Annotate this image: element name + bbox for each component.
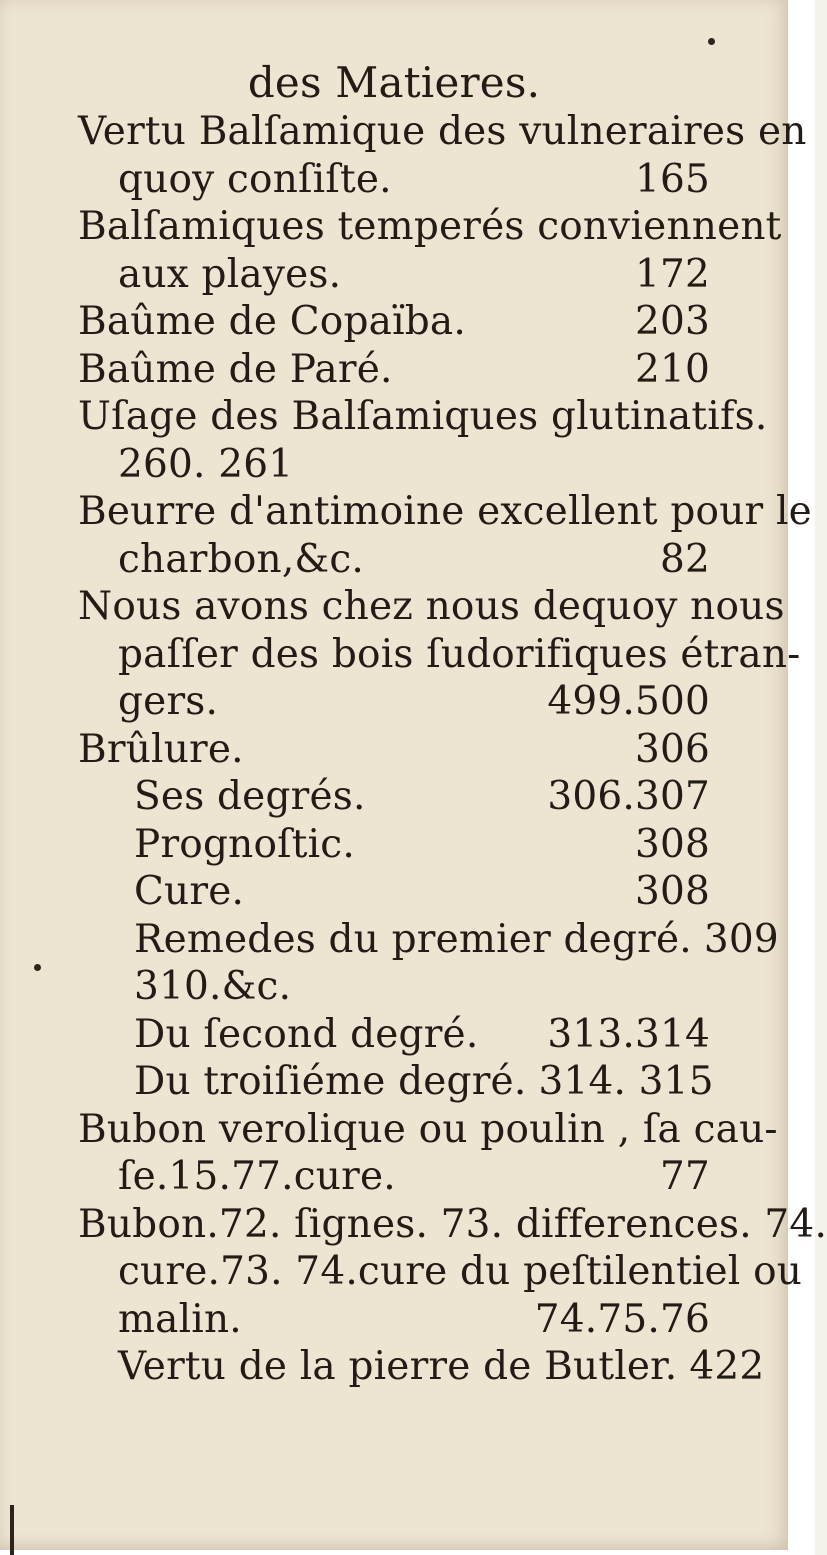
index-entry-line [78, 346, 710, 394]
entry-text: aux playes. [118, 251, 342, 297]
entry-text: Baûme de Copaïba. [78, 299, 466, 344]
index-entry-line [78, 916, 779, 964]
page-reference: 306 [634, 726, 710, 772]
entry-text: Ses degrés. [134, 774, 366, 819]
index-entries [78, 108, 827, 1391]
index-entry-line [78, 156, 710, 204]
entry-text: Cure. [134, 869, 245, 914]
page-reference: 306.307 [547, 774, 710, 819]
pencil-mark [10, 1505, 14, 1555]
page-reference: 314. 315 [538, 1059, 714, 1104]
page-reference: 172 [634, 251, 710, 297]
page-reference: 308 [634, 869, 710, 914]
page-reference: 308 [634, 821, 710, 867]
index-entry-line [78, 583, 785, 631]
entry-text: Remedes du premier degré. [134, 916, 692, 962]
index-entry-line [78, 1201, 827, 1249]
entry-text: Balſamiques temperés conviennent [78, 204, 782, 249]
index-entry-line [78, 488, 812, 536]
entry-text: paſſer des bois ſudorifiques étran- [118, 631, 801, 677]
entry-text: Bubon verolique ou poulin , ſa cau- [78, 1106, 778, 1152]
index-entry-line [78, 393, 768, 441]
entry-text: Beurre d'antimoine excellent pour le [78, 489, 812, 534]
page-reference: 499.500 [547, 679, 710, 724]
index-entry-line [78, 1058, 714, 1106]
index-entry-line [78, 631, 801, 679]
page-reference: 210 [634, 346, 710, 392]
index-entry-line [78, 1248, 803, 1296]
index-entry-line [78, 251, 710, 299]
page-reference: 74.75.76 [534, 1296, 710, 1342]
index-entry-line [78, 203, 782, 251]
page-reference: 422 [689, 1344, 765, 1389]
entry-text: malin. [118, 1296, 242, 1342]
index-entry-line [78, 963, 710, 1011]
entry-text: cure.73. 74.cure du peſtilentiel ou [118, 1249, 803, 1294]
index-entry-line [78, 1296, 710, 1344]
entry-text: ſe.15.77.cure. [118, 1154, 396, 1199]
page-reference: 165 [634, 156, 710, 202]
index-entry-line [78, 821, 710, 869]
index-entry-line [78, 108, 807, 156]
entry-text: Nous avons chez nous dequoy nous [78, 584, 785, 629]
index-entry-line [78, 1011, 710, 1059]
entry-text: Du troiſiéme degré. [134, 1059, 527, 1104]
entry-text: Uſage des Balſamiques glutinatifs. [78, 394, 768, 439]
page-reference: 309 [703, 916, 779, 962]
entry-text: Brûlure. [78, 726, 244, 772]
entry-text: Baûme de Paré. [78, 346, 393, 392]
entry-text: quoy conſiſte. [118, 156, 392, 202]
entry-text: 310.&c. [134, 964, 292, 1009]
page-reference: 313.314 [547, 1011, 710, 1057]
entry-text: Bubon.72. ſignes. 73. differences. 74. [78, 1201, 827, 1247]
index-entry-line [78, 868, 710, 916]
index-entry-line [78, 1106, 778, 1154]
running-header: des Matieres. [247, 58, 541, 107]
page-reference: 203 [634, 299, 710, 344]
ink-speck [34, 964, 41, 971]
entry-text: gers. [118, 679, 219, 724]
entry-text: Prognoſtic. [134, 821, 355, 867]
page-reference: 77 [659, 1154, 710, 1199]
index-entry-line [78, 441, 710, 489]
index-entry-line [78, 773, 710, 821]
index-entry-line [78, 536, 710, 584]
index-entry-line [78, 298, 710, 346]
page-reference: 82 [659, 536, 710, 582]
index-entry-line [78, 1153, 710, 1201]
entry-text: charbon,&c. [118, 536, 364, 582]
index-entry-line [78, 1343, 765, 1391]
index-text-block [78, 58, 827, 1391]
entry-text: Vertu de la pierre de Butler. [118, 1344, 678, 1389]
entry-text: Du ſecond degré. [134, 1011, 479, 1057]
index-entry-line [78, 726, 710, 774]
entry-text: 260. 261 [118, 441, 294, 487]
index-entry-line [78, 678, 710, 726]
entry-text: Vertu Balſamique des vulneraires en [78, 109, 807, 154]
ink-speck [708, 38, 715, 45]
page-edge [815, 0, 827, 1555]
